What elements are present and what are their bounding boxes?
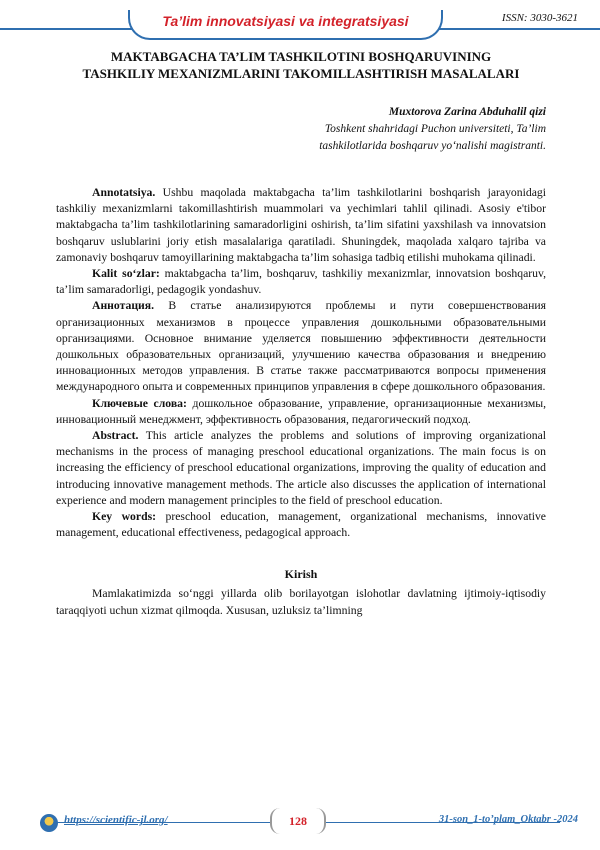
affiliation-line-2: tashkilotlarida boshqaruv yo‘nalishi magistranti. (319, 140, 546, 152)
annotatsiya-text: Ushbu maqolada maktabgacha ta’lim tashkilotlarini boshqarish jarayonidagi tashkiliy mexanizmlarni takomillashtirish muammolari va yechimlari tahlil qilinadi. Asosiy e'tibor maktabgacha ta’lim tashkilotlarining samaradorligini oshirish, ta’lim sifatini yaxshilash va innovatsion boshqaruv uslublarini joriy etish masalalariga qaratiladi. Shuningdek, maqolada xalqaro tajriba va zamonaviy boshqaruv tamoyillarining maktabgacha ta’lim sohasiga tadbiq etilishi muhokama qilinadi. (56, 186, 546, 264)
klyuchevye-slova-label: Ключевые слова: (92, 396, 187, 410)
article-title-line-2: TASHKILIY MEXANIZMLARINI TAKOMILLASHTIRISH MASALALARI (82, 66, 520, 81)
article-title (56, 48, 546, 82)
abstract-label: Abstract. (92, 429, 139, 443)
issn: ISSN: 3030-3621 (501, 12, 578, 24)
intro-heading: Kirish (284, 567, 318, 582)
abstract-text: This article analyzes the problems and solutions of improving organizational mechanisms in the process of managing preschool educational organizations. The main focus is on increasing the efficiency of preschool educational organizations, improving the quality of education and introducing innovative management methods. The article also discusses the application of international experience and modern management principles to the field of preschool education. (56, 429, 546, 507)
key-words-text: preschool education, management, organizational mechanisms, innovative management, educational effectiveness, pedagogical approach. (56, 510, 546, 540)
annotatsiya-ru-text: В статье анализируются проблемы и пути совершенствования организационных механизмов в процессе управления дошкольными образовательными организациями. Основное внимание уделяется повышению эффективности деятельности дошкольных образовательных организаций, улучшению качества образования и внедрению инновационных методов управления. В статье также рассматриваются вопросы применения международного опыта и современных принципов управления в сфере дошкольного образования. (56, 299, 546, 394)
klyuchevye-slova-text: дошкольное образование, управление, организационные механизмы, инновационный менеджмент, эффективность образования, педагогический подход. (56, 396, 546, 426)
page-number: 128 (270, 808, 326, 834)
klyuchevye-slova-paragraph (56, 396, 546, 428)
intro-paragraph: Mamlakatimizda so‘nggi yillarda olib borilayotgan islohotlar davlatning ijtimoiy-iqtisodiy taraqqiyoti uchun xizmat qilmoqda. Xususan, uzluksiz ta’limning (56, 587, 546, 617)
journal-title: Ta’lim innovatsiyasi va integratsiyasi (162, 13, 409, 29)
annotatsiya-label: Annotatsiya. (92, 186, 156, 199)
journal-url-link[interactable]: https://scientific-jl.org/ (64, 814, 168, 826)
issue-info: 31-son_1-to’plam_Oktabr -2024 (438, 814, 578, 825)
annotatsiya-ru-paragraph (56, 298, 546, 395)
article-title-line-1: MAKTABGACHA TA’LIM TASHKILOTINI BOSHQARUVINING (110, 49, 492, 64)
kalit-sozlar-label: Kalit so‘zlar: (92, 267, 160, 281)
annotatsiya-paragraph (56, 185, 546, 266)
author-block (56, 104, 546, 155)
author-name: Muxtorova Zarina Abduhalil qizi (388, 106, 546, 118)
annotatsiya-ru-label: Аннотация. (92, 299, 155, 313)
kalit-sozlar-paragraph (56, 266, 546, 298)
key-words-label: Key words: (92, 510, 157, 524)
article-body (56, 48, 546, 619)
affiliation-line-1: Toshkent shahridagi Puchon universiteti, Ta’lim (324, 123, 546, 135)
abstract-paragraph (56, 428, 546, 509)
journal-logo-icon (40, 814, 58, 832)
kalit-sozlar-text: maktabgacha ta’lim, boshqaruv, tashkiliy mexanizmlar, innovatsion boshqaruv, ta’lim samaradorligi, pedagogik yondashuv. (56, 267, 547, 297)
key-words-paragraph (56, 509, 546, 541)
